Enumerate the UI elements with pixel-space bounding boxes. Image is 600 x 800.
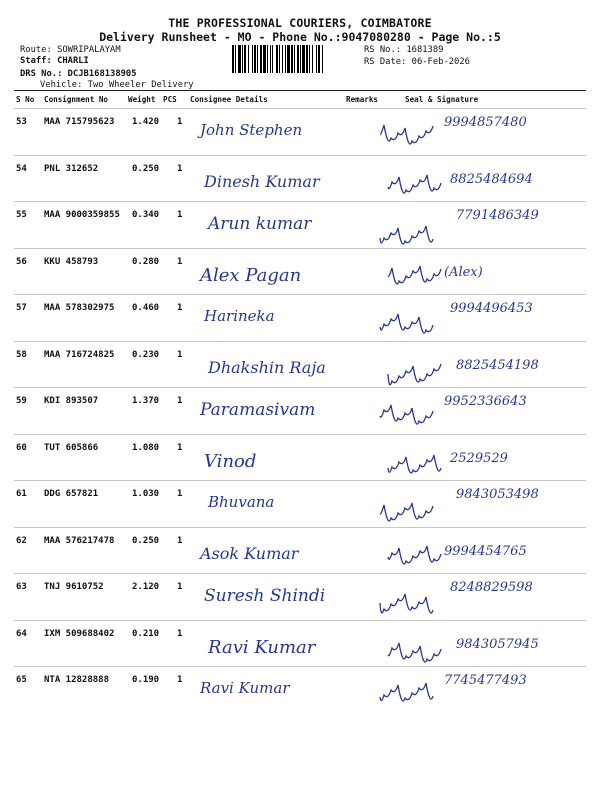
table-row [14, 434, 586, 480]
table-row [14, 155, 586, 201]
row-weight: 1.370 [132, 396, 160, 406]
row-weight: 0.210 [132, 628, 160, 639]
row-consignment: NTA 12828888 [44, 675, 110, 685]
row-consignment: MAA 715795623 [44, 117, 115, 127]
row-sno: 64 [16, 628, 27, 639]
page-title: THE PROFESSIONAL COURIERS, COIMBATORE [168, 16, 432, 30]
signature-scribble [376, 587, 446, 617]
route-label: Route: SOWRIPALAYAM [20, 45, 121, 55]
row-sno: 58 [16, 349, 27, 360]
row-sno: 57 [16, 303, 27, 313]
row-sno: 63 [16, 582, 27, 592]
consignee-signature: Asok Kumar [200, 543, 299, 563]
row-weight: 0.460 [132, 303, 160, 313]
table-row [14, 201, 586, 247]
row-sno: 53 [16, 117, 27, 127]
vehicle-label: Vehicle: Two Wheeler Delivery [40, 80, 194, 90]
signature-scribble [384, 358, 454, 388]
signature-scribble [384, 448, 454, 478]
consignee-signature: John Stephen [200, 121, 303, 139]
row-pcs: 1 [177, 396, 183, 406]
row-consignment: KKU 458793 [44, 256, 99, 267]
col-sno: S No [16, 95, 35, 104]
seal-signature-note: 2529529 [450, 450, 508, 466]
consignee-signature: Arun kumar [208, 214, 312, 234]
row-consignment: KDI 893507 [44, 396, 99, 406]
signature-scribble [376, 308, 446, 338]
consignee-signature: Alex Pagan [200, 264, 302, 286]
row-sno: 54 [16, 163, 27, 174]
col-consignment: Consignment No [44, 95, 109, 104]
col-consignee: Consignee Details [190, 95, 268, 104]
table-row [14, 294, 586, 340]
table-row [14, 341, 586, 387]
row-pcs: 1 [177, 489, 183, 499]
drs-label: DRS No.: DCJB168138905 [20, 69, 137, 79]
row-sno: 55 [16, 210, 27, 220]
col-seal: Seal & Signature [405, 95, 479, 104]
consignee-signature: Dhakshin Raja [208, 357, 326, 377]
seal-signature-note: 8825484694 [450, 171, 533, 187]
rs-date: RS Date: 06-Feb-2026 [364, 57, 470, 67]
row-weight: 0.230 [132, 349, 160, 360]
consignee-signature: Suresh Shindi [204, 586, 326, 606]
signature-scribble [376, 119, 446, 149]
signature-scribble [376, 398, 446, 428]
row-sno: 56 [16, 256, 27, 267]
row-weight: 0.280 [132, 256, 160, 267]
row-pcs: 1 [177, 210, 183, 220]
row-consignment: DDG 657821 [44, 489, 99, 499]
consignee-signature: Ravi Kumar [208, 636, 316, 658]
row-consignment: IXM 509688402 [44, 628, 115, 639]
table-row [14, 527, 586, 573]
table-row [14, 666, 586, 712]
signature-scribble [376, 497, 446, 527]
row-pcs: 1 [177, 163, 183, 174]
col-pcs: PCS [163, 95, 177, 104]
seal-signature-note: 9994454765 [444, 543, 527, 559]
signature-scribble [376, 218, 446, 248]
row-weight: 0.340 [132, 210, 160, 220]
col-remarks: Remarks [346, 95, 379, 104]
consignee-signature: Paramasivam [200, 400, 316, 420]
signature-scribble [384, 637, 454, 667]
row-consignment: MAA 576217478 [44, 535, 115, 546]
table-row [14, 387, 586, 433]
row-weight: 2.120 [132, 582, 160, 592]
consignee-signature: Bhuvana [208, 493, 275, 511]
page-subtitle: Delivery Runsheet - MO - Phone No.:9047080280 - Page No.:5 [99, 30, 501, 44]
row-sno: 61 [16, 489, 27, 499]
row-sno: 60 [16, 442, 27, 453]
seal-signature-note: 9994496453 [450, 301, 533, 316]
consignee-signature: Ravi Kumar [200, 679, 290, 697]
row-consignment: MAA 9000359855 [44, 210, 120, 220]
seal-signature-note: 9843053498 [456, 487, 539, 502]
row-pcs: 1 [177, 303, 183, 313]
row-pcs: 1 [177, 582, 183, 592]
table-row [14, 108, 586, 154]
row-weight: 1.420 [132, 117, 160, 127]
header-divider [14, 90, 586, 91]
row-weight: 0.250 [132, 535, 160, 546]
row-sno: 59 [16, 396, 27, 406]
row-consignment: MAA 578302975 [44, 303, 115, 313]
seal-signature-note: (Alex) [444, 264, 483, 280]
signature-scribble [384, 169, 454, 199]
table-row [14, 573, 586, 619]
table-row [14, 620, 586, 666]
table-row [14, 248, 586, 294]
row-pcs: 1 [177, 675, 183, 685]
row-pcs: 1 [177, 117, 183, 127]
row-consignment: TUT 605866 [44, 442, 99, 453]
signature-scribble [384, 538, 454, 568]
signature-scribble [376, 677, 446, 707]
row-weight: 1.030 [132, 489, 160, 499]
consignee-signature: Harineka [204, 307, 275, 325]
seal-signature-note: 7745477493 [444, 673, 527, 688]
rs-number: RS No.: 1681389 [364, 45, 444, 55]
staff-label: Staff: CHARLI [20, 56, 89, 66]
consignee-signature: Dinesh Kumar [204, 171, 320, 191]
table-row [14, 480, 586, 526]
row-pcs: 1 [177, 535, 183, 546]
row-consignment: PNL 312652 [44, 163, 99, 174]
row-pcs: 1 [177, 628, 183, 639]
row-weight: 0.190 [132, 675, 160, 685]
seal-signature-note: 9843057945 [456, 636, 539, 652]
signature-scribble [384, 259, 454, 289]
row-weight: 0.250 [132, 163, 160, 174]
seal-signature-note: 8825454198 [456, 357, 539, 373]
row-consignment: TNJ 9610752 [44, 582, 104, 592]
seal-signature-note: 9952336643 [444, 394, 527, 409]
barcode [232, 45, 360, 73]
consignee-signature: Vinod [204, 450, 257, 472]
row-consignment: MAA 716724825 [44, 349, 115, 360]
row-sno: 62 [16, 535, 27, 546]
row-pcs: 1 [177, 349, 183, 360]
row-pcs: 1 [177, 442, 183, 453]
seal-signature-note: 7791486349 [456, 208, 539, 223]
row-sno: 65 [16, 675, 27, 685]
col-weight: Weight [128, 95, 156, 104]
row-pcs: 1 [177, 256, 183, 267]
seal-signature-note: 8248829598 [450, 580, 533, 595]
row-weight: 1.080 [132, 442, 160, 453]
seal-signature-note: 9994857480 [444, 115, 527, 130]
